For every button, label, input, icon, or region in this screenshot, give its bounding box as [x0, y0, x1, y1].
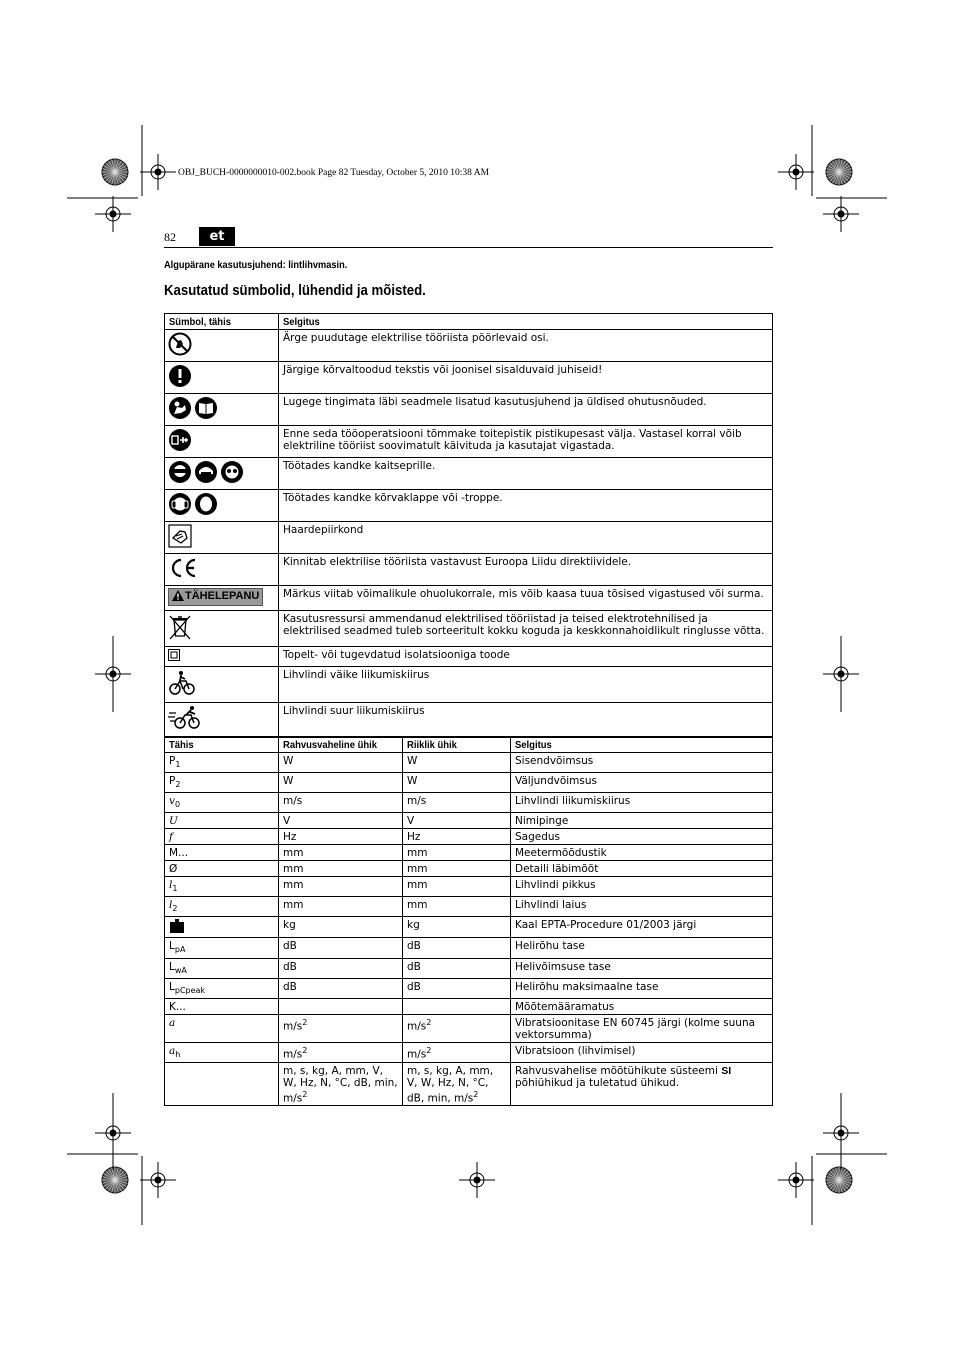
symbol-cell — [165, 703, 279, 738]
symbol-cell — [165, 458, 279, 490]
symbols-table-row — [165, 394, 773, 426]
symbol-cell — [165, 773, 279, 793]
explanation-text: Väljundvõimsus — [515, 775, 597, 788]
grip-area-icon — [168, 524, 192, 551]
ce-icon — [168, 556, 198, 583]
intl-unit-text: kg — [283, 919, 296, 932]
explanation-text: Meetermõõdustik — [515, 847, 607, 860]
header-cell: Rahvusvaheline ühik — [279, 737, 403, 753]
intl-unit-text: dB — [283, 960, 297, 973]
symbol-cell — [165, 861, 279, 877]
symbol-text: L — [169, 960, 175, 973]
symbols-table-row — [165, 647, 773, 667]
symbol-cell — [165, 586, 279, 611]
unit-superscript: 2 — [426, 1017, 432, 1027]
read-manual-icon — [168, 396, 192, 423]
unplug-icon — [168, 428, 192, 455]
intl-unit-cell — [279, 845, 403, 861]
national-unit-text: m, s, kg, A, mm, V, W, Hz, N, °C, dB, min, m/s — [407, 1064, 494, 1105]
symbols-table-row — [165, 522, 773, 554]
symbol-subscript: 0 — [174, 800, 181, 810]
explanation-text: Vibratsioon (lihvimisel) — [515, 1044, 636, 1057]
symbol-cell — [165, 426, 279, 458]
intl-unit-text: m, s, kg, A, mm, V, W, Hz, N, °C, dB, min, m/s — [283, 1064, 398, 1105]
units-table-row — [165, 958, 773, 978]
document-subtitle: Algupärane kasutusjuhend: lintlihvmasin. — [164, 259, 348, 271]
symbols-table — [164, 313, 773, 738]
explanation-text: Lihvlindi liikumiskiirus — [515, 795, 631, 808]
do-not-touch-icon — [168, 332, 192, 359]
units-table-row — [165, 897, 773, 917]
units-table-row — [165, 1014, 773, 1042]
national-unit-text: m/s — [407, 1048, 427, 1061]
intl-unit-text: m/s — [283, 1048, 303, 1061]
symbol-text: L — [169, 980, 175, 993]
symbols-table-row — [165, 330, 773, 362]
book-icon — [194, 396, 218, 423]
units-table-row — [165, 1042, 773, 1062]
symbols-table-row — [165, 490, 773, 522]
header-rule — [164, 247, 773, 248]
national-unit-cell — [403, 958, 511, 978]
goggles-icon — [168, 460, 192, 487]
symbol-cell — [165, 667, 279, 703]
symbol-cell — [165, 917, 279, 938]
units-table-row — [165, 877, 773, 897]
intl-unit-cell — [279, 938, 403, 958]
explanation-cell — [511, 958, 773, 978]
description-cell: Topelt- või tugevdatud isolatsiooniga toode — [279, 647, 773, 667]
explanation-tail: põhiühikud ja tuletatud ühikud. — [515, 1076, 680, 1089]
intl-unit-text: dB — [283, 940, 297, 953]
unit-superscript: 2 — [473, 1089, 479, 1099]
symbol-cell — [165, 958, 279, 978]
symbol-subscript: 1 — [175, 760, 181, 770]
symbol-cell — [165, 877, 279, 897]
ear-muffs-icon — [168, 492, 192, 519]
description-cell: Lugege tingimata läbi seadmele lisatud kasutusjuhend ja üldised ohutusnõuded. — [279, 394, 773, 426]
symbols-table-row — [165, 458, 773, 490]
symbols-table-row — [165, 554, 773, 586]
units-table — [164, 736, 773, 1106]
explanation-text: Lihvlindi laius — [515, 899, 587, 912]
explanation-text: Helivõimsuse tase — [515, 960, 611, 973]
face-shield-icon — [194, 460, 218, 487]
symbol-subscript: pA — [174, 945, 186, 955]
explanation-cell — [511, 813, 773, 829]
explanation-text: Sagedus — [515, 831, 561, 844]
explanation-cell — [511, 1042, 773, 1062]
explanation-text: Vibratsioonitase EN 60745 järgi (kolme suuna vektorsumma) — [515, 1016, 756, 1041]
national-unit-cell — [403, 845, 511, 861]
unit-superscript: 2 — [302, 1089, 308, 1099]
description-cell: Lihvlindi suur liikumiskiirus — [279, 703, 773, 738]
intl-unit-cell — [279, 917, 403, 938]
national-unit-cell — [403, 773, 511, 793]
symbol-text: l — [169, 879, 173, 892]
intl-unit-text: W — [283, 775, 294, 788]
symbol-text: P — [169, 755, 176, 767]
national-unit-cell — [403, 753, 511, 773]
units-table-row — [165, 845, 773, 861]
description-cell: Kasutusressursi ammendanud elektrilised tööriistad ja teised elektrotehnilised ja elektrilised seadmed tuleb sorteeritult kokku koguda ja keskkonnahoidlikult ringlusse võtta. — [279, 611, 773, 647]
intl-unit-cell — [279, 861, 403, 877]
warning-label — [168, 588, 263, 606]
description-cell: Märkus viitab võimalikule ohuolukorrale, mis võib kaasa tuua tõsised vigastused või surma. — [279, 586, 773, 611]
symbol-cell — [165, 813, 279, 829]
intl-unit-cell — [279, 897, 403, 917]
national-unit-cell — [403, 1014, 511, 1042]
symbol-text: P — [169, 775, 176, 788]
symbol-text: v — [169, 795, 175, 808]
intl-unit-text: m/s — [283, 1020, 303, 1033]
explanation-text: Helirõhu maksimaalne tase — [515, 980, 659, 993]
national-unit-text: mm — [407, 847, 428, 860]
symbols-table-row — [165, 362, 773, 394]
explanation-cell — [511, 917, 773, 938]
intl-unit-cell — [279, 793, 403, 813]
units-table-row — [165, 998, 773, 1014]
national-unit-cell — [403, 877, 511, 897]
explanation-cell — [511, 773, 773, 793]
symbol-text: M... — [169, 847, 189, 860]
symbol-cell — [165, 1014, 279, 1042]
national-unit-cell — [403, 861, 511, 877]
intl-unit-cell — [279, 1042, 403, 1062]
symbol-subscript: 2 — [172, 904, 178, 914]
explanation-cell — [511, 753, 773, 773]
national-unit-cell — [403, 793, 511, 813]
units-table-header — [165, 737, 773, 753]
warning-label-text: TÄHELEPANU — [185, 590, 260, 602]
symbol-subscript: 1 — [172, 884, 178, 894]
national-unit-cell — [403, 813, 511, 829]
section-title: Kasutatud sümbolid, lühendid ja mõisted. — [164, 282, 426, 299]
symbol-cell — [165, 362, 279, 394]
explanation-text: Kaal EPTA-Procedure 01/2003 järgi — [515, 919, 697, 932]
units-table-row — [165, 773, 773, 793]
explanation-text: Sisendvõimsus — [515, 755, 594, 767]
units-table-row — [165, 861, 773, 877]
units-table-row — [165, 938, 773, 958]
explanation-cell — [511, 845, 773, 861]
national-unit-text: V — [407, 815, 415, 828]
intl-unit-cell — [279, 753, 403, 773]
symbol-text: L — [169, 940, 175, 953]
symbol-cell — [165, 978, 279, 998]
intl-unit-text: m/s — [283, 795, 303, 808]
symbol-cell — [165, 611, 279, 647]
symbol-cell — [165, 793, 279, 813]
description-cell: Töötades kandke kõrvaklappe või -troppe. — [279, 490, 773, 522]
explanation-cell — [511, 938, 773, 958]
symbols-table-row — [165, 426, 773, 458]
header-cell: Tähis — [165, 737, 279, 753]
explanation-text: Lihvlindi pikkus — [515, 879, 596, 892]
intl-unit-text: mm — [283, 847, 304, 860]
national-unit-text: W — [407, 755, 418, 767]
description-cell: Kinnitab elektrilise tööriista vastavust Euroopa Liidu direktiividele. — [279, 554, 773, 586]
national-unit-cell — [403, 938, 511, 958]
national-unit-text: dB — [407, 940, 421, 953]
national-unit-cell — [403, 829, 511, 845]
national-unit-cell — [403, 1042, 511, 1062]
symbol-cell — [165, 522, 279, 554]
national-unit-cell — [403, 978, 511, 998]
symbol-subscript: pCpeak — [174, 985, 206, 995]
safety-glasses-icon — [220, 460, 244, 487]
national-unit-text: m/s — [407, 1020, 427, 1033]
national-unit-cell — [403, 1062, 511, 1106]
description-cell: Haardepiirkond — [279, 522, 773, 554]
symbol-cell — [165, 998, 279, 1014]
symbol-cell — [165, 897, 279, 917]
national-unit-text: Hz — [407, 831, 421, 844]
national-unit-text: m/s — [407, 795, 427, 808]
symbol-text: a — [169, 1044, 176, 1057]
symbol-cell — [165, 330, 279, 362]
national-unit-text: dB — [407, 960, 421, 973]
fast-bike-icon — [168, 705, 202, 734]
units-table-row — [165, 793, 773, 813]
symbol-cell — [165, 938, 279, 958]
header-cell: Selgitus — [279, 314, 773, 330]
explanation-text: Helirõhu tase — [515, 940, 585, 953]
explanation-cell — [511, 861, 773, 877]
explanation-cell — [511, 793, 773, 813]
symbol-cell — [165, 554, 279, 586]
intl-unit-cell — [279, 1062, 403, 1106]
symbol-text: l — [169, 899, 173, 912]
weight-icon — [169, 919, 185, 936]
explanation-cell — [511, 829, 773, 845]
symbol-cell — [165, 490, 279, 522]
explanation-text: Nimipinge — [515, 815, 569, 828]
intl-unit-text: Hz — [283, 831, 297, 844]
national-unit-text: kg — [407, 919, 420, 932]
symbol-subscript: h — [175, 1049, 181, 1059]
header-cell: Selgitus — [511, 737, 773, 753]
print-line: OBJ_BUCH-0000000010-002.book Page 82 Tuesday, October 5, 2010 10:38 AM — [178, 168, 490, 178]
description-cell: Töötades kandke kaitseprille. — [279, 458, 773, 490]
explanation-cell — [511, 877, 773, 897]
symbol-text: Ø — [169, 863, 178, 876]
description-cell: Ärge puudutage elektrilise tööriista pöörlevaid osi. — [279, 330, 773, 362]
page-number: 82 — [164, 230, 176, 244]
description-cell: Lihvlindi väike liikumiskiirus — [279, 667, 773, 703]
symbols-table-row — [165, 611, 773, 647]
symbols-table-header — [165, 314, 773, 330]
symbol-text: a — [169, 1016, 176, 1029]
symbol-cell — [165, 394, 279, 426]
intl-unit-cell — [279, 1014, 403, 1042]
intl-unit-text: mm — [283, 899, 304, 912]
explanation-text: Detaili läbimõõt — [515, 863, 599, 876]
national-unit-text: mm — [407, 863, 428, 876]
symbol-subscript: 2 — [175, 780, 181, 790]
symbol-cell — [165, 647, 279, 667]
intl-unit-cell — [279, 978, 403, 998]
intl-unit-text: W — [283, 755, 294, 767]
intl-unit-text: mm — [283, 879, 304, 892]
symbol-text: U — [169, 815, 178, 828]
explanation-text: Rahvusvahelise mõõtühikute süsteemi — [515, 1064, 722, 1077]
language-badge: et — [199, 227, 235, 246]
units-table-row — [165, 917, 773, 938]
ear-plugs-icon — [194, 492, 218, 519]
symbols-table-row — [165, 586, 773, 611]
intl-unit-cell — [279, 877, 403, 897]
explanation-bold: SI — [721, 1064, 732, 1077]
explanation-cell — [511, 1062, 773, 1106]
symbols-table-row — [165, 703, 773, 738]
explanation-cell — [511, 897, 773, 917]
intl-unit-cell — [279, 813, 403, 829]
national-unit-text: mm — [407, 899, 428, 912]
national-unit-cell — [403, 897, 511, 917]
symbol-subscript: wA — [174, 965, 187, 975]
units-table-row — [165, 1062, 773, 1106]
description-cell: Enne seda tööoperatsiooni tõmmake toitepistik pistikupesast välja. Vastasel korral võib elektriline tööriist soovimatult käivituda ja kasutajat vigastada. — [279, 426, 773, 458]
units-table-row — [165, 829, 773, 845]
symbols-table-row — [165, 667, 773, 703]
intl-unit-cell — [279, 829, 403, 845]
explanation-cell — [511, 978, 773, 998]
national-unit-text: mm — [407, 879, 428, 892]
symbol-cell — [165, 845, 279, 861]
symbol-cell — [165, 1062, 279, 1106]
warning-triangle-icon — [172, 590, 184, 604]
symbol-text: f — [169, 831, 173, 844]
symbol-text: K... — [169, 1000, 186, 1013]
unit-superscript: 2 — [426, 1045, 432, 1055]
explanation-text: Mõõtemääramatus — [515, 1000, 615, 1013]
crossed-bin-icon — [168, 613, 192, 644]
symbol-cell — [165, 1042, 279, 1062]
national-unit-cell — [403, 998, 511, 1014]
national-unit-text: dB — [407, 980, 421, 993]
explanation-cell — [511, 998, 773, 1014]
intl-unit-cell — [279, 773, 403, 793]
unit-superscript: 2 — [302, 1045, 308, 1055]
symbol-cell — [165, 753, 279, 773]
unit-superscript: 2 — [302, 1017, 308, 1027]
units-table-row — [165, 978, 773, 998]
national-unit-text: W — [407, 775, 418, 788]
national-unit-cell — [403, 917, 511, 938]
units-table-row — [165, 753, 773, 773]
header-cell: Riiklik ühik — [403, 737, 511, 753]
exclamation-icon — [168, 364, 192, 391]
intl-unit-text: V — [283, 815, 291, 828]
description-cell: Järgige kõrvaltoodud tekstis või joonisel sisalduvaid juhiseid! — [279, 362, 773, 394]
units-table-row — [165, 813, 773, 829]
header-cell: Sümbol, tähis — [165, 314, 279, 330]
intl-unit-text: mm — [283, 863, 304, 876]
intl-unit-cell — [279, 998, 403, 1014]
intl-unit-cell — [279, 958, 403, 978]
double-insulation-icon — [168, 649, 180, 664]
explanation-cell — [511, 1014, 773, 1042]
symbol-cell — [165, 829, 279, 845]
slow-bike-icon — [168, 669, 196, 700]
intl-unit-text: dB — [283, 980, 297, 993]
